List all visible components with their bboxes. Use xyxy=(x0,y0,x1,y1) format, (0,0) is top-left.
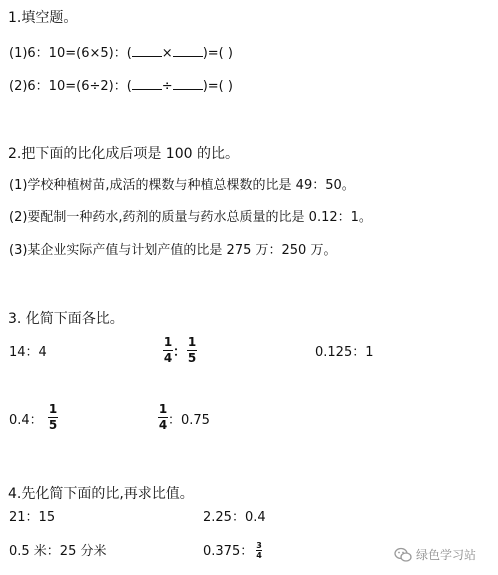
fraction-numerator: 1 xyxy=(187,335,197,349)
fraction-denominator: 4 xyxy=(158,418,168,432)
s4-ratio-21-15: 21：15 xyxy=(9,510,56,525)
fill-blank-q1 xyxy=(9,44,233,62)
s4-ratio-225-04: 2.25：0.4 xyxy=(203,510,266,525)
s3-ratio-04-prefix: 0.4： xyxy=(9,413,43,428)
s4-ratio-meters: 0.5 米：25 分米 xyxy=(9,544,107,559)
q2-suffix: )=( ) xyxy=(202,79,233,94)
section-3-title: 3. 化简下面各比。 xyxy=(8,311,124,327)
q1-blank-1[interactable] xyxy=(132,44,162,57)
fraction-one-quarter xyxy=(158,403,168,432)
fraction-three-quarters xyxy=(256,541,262,560)
q1-operator: × xyxy=(161,46,173,61)
q2-operator: ÷ xyxy=(161,79,173,94)
ratio-separator: ： xyxy=(173,345,187,360)
fraction-denominator: 4 xyxy=(256,551,262,560)
fraction-b xyxy=(187,336,197,365)
fraction-numerator: 3 xyxy=(256,541,262,550)
fraction-denominator: 5 xyxy=(48,418,58,432)
fraction-numerator: 1 xyxy=(163,335,173,349)
q1-prefix: (1)6：10=(6×5)：( xyxy=(9,46,132,61)
wechat-icon xyxy=(394,547,412,563)
fraction-one-fifth xyxy=(48,403,58,432)
s3-ratio-14-4: 14：4 xyxy=(9,345,47,360)
fraction-numerator: 1 xyxy=(158,402,168,416)
s3-ratio-0125-1: 0.125：1 xyxy=(315,345,374,360)
q2-blank-1[interactable] xyxy=(132,77,162,90)
watermark-text: 绿色学习站 xyxy=(416,548,477,562)
s3-ratio-075-suffix: ：0.75 xyxy=(168,413,210,428)
q1-blank-2[interactable] xyxy=(173,44,203,57)
fraction-denominator: 4 xyxy=(163,351,173,365)
fraction-denominator: 5 xyxy=(187,351,197,365)
fill-blank-q2 xyxy=(9,77,233,95)
s4-ratio-0375-prefix: 0.375： xyxy=(203,544,254,559)
s2-item-3: (3)某企业实际产值与计划产值的比是 275 万：250 万。 xyxy=(9,243,337,258)
fraction-numerator: 1 xyxy=(48,402,58,416)
section-4-title: 4.先化简下面的比,再求比值。 xyxy=(8,486,194,502)
section-2-title: 2.把下面的比化成后项是 100 的比。 xyxy=(8,146,239,162)
q1-suffix: )=( ) xyxy=(202,46,233,61)
fraction-a xyxy=(163,336,173,365)
section-1-title: 1.填空题。 xyxy=(8,10,78,26)
s2-item-1: (1)学校种植树苗,成活的棵数与种植总棵数的比是 49：50。 xyxy=(9,178,355,193)
s2-item-2: (2)要配制一种药水,药剂的质量与药水总质量的比是 0.12：1。 xyxy=(9,210,372,225)
q2-blank-2[interactable] xyxy=(173,77,203,90)
q2-prefix: (2)6：10=(6÷2)：( xyxy=(9,79,132,94)
watermark xyxy=(394,546,476,563)
